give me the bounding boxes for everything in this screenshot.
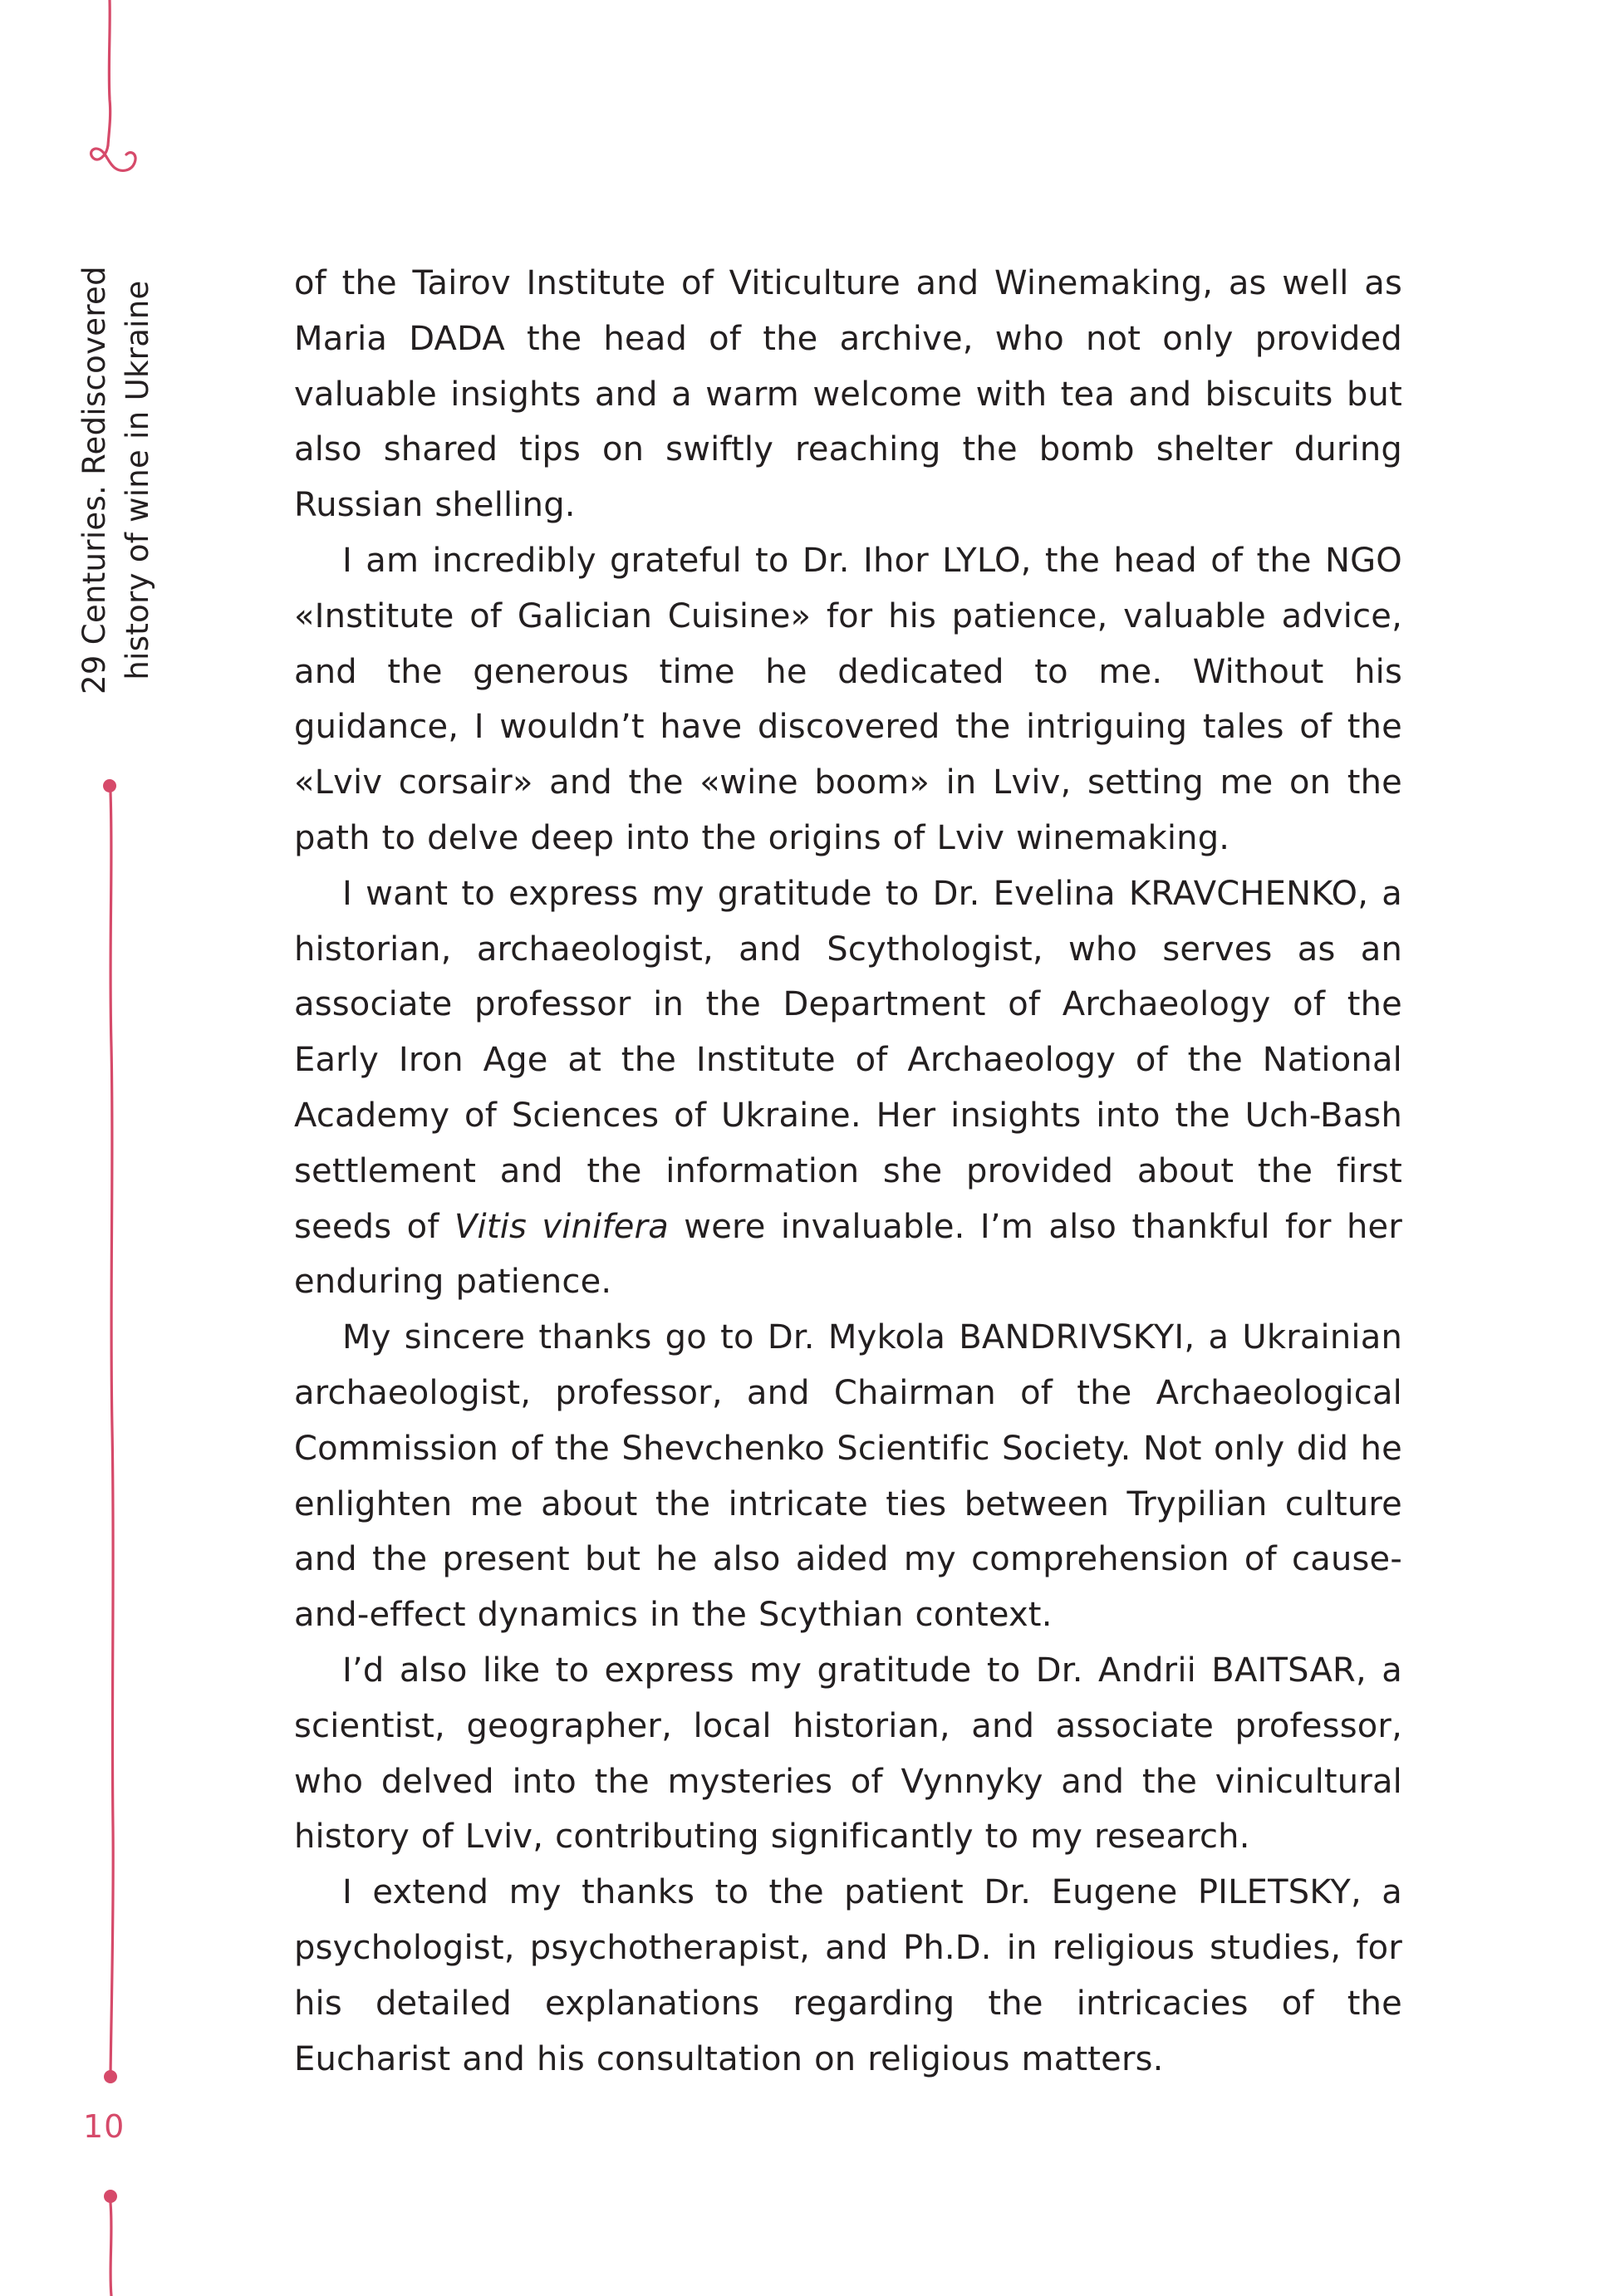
running-header-line-2: history of wine in Ukraine xyxy=(120,280,155,680)
curl-vine-icon xyxy=(91,0,136,170)
italic-term: Vitis vinifera xyxy=(454,1207,669,1246)
paragraph: My sincere thanks go to Dr. Mykola BANDRIVSKYI, a Ukrainian archaeologist, professor, and Chairman of the Archaeological Commission of the Shevchenko Scientific Society. Not only did he enlighten me about the intricate ties between Trypilian culture and the present but he also aided my comprehension of cause-and-effect dynamics in the Scythian context. xyxy=(294,1318,1402,1635)
paragraph xyxy=(294,866,1402,1310)
vertical-vine-icon xyxy=(103,779,117,2083)
running-header xyxy=(73,256,206,704)
bottom-vine-icon xyxy=(104,2190,117,2296)
paragraph: I extend my thanks to the patient Dr. Eugene PILETSKY, a psychologist, psychotherapist, and Ph.D. in religious studies, for his detailed explanations regarding the intricacies of the Eucharist and his consultation on religious matters. xyxy=(294,1873,1402,2078)
paragraph: I’d also like to express my gratitude to Dr. Andrii BAITSAR, a scientist, geographer, local historian, and associate professor, who delved into the mysteries of Vynnyky and the vinicultural history of Lviv, contributing significantly to my research. xyxy=(294,1651,1402,1857)
body-text xyxy=(294,256,1402,2087)
paragraph-text: were invaluable. I’m also thankful for her enduring patience. xyxy=(294,1207,1402,1302)
paragraph: I am incredibly grateful to Dr. Ihor LYLO, the head of the NGO «Institute of Galician Cuisine» for his patience, valuable advice, and the generous time he dedicated to me. Without his guidance, I wouldn’t have discovered the intriguing tales of the «Lviv corsair» and the «wine boom» in Lviv, setting me on the path to delve deep into the origins of Lviv winemaking. xyxy=(294,541,1402,857)
page-number: 10 xyxy=(83,2108,125,2145)
paragraph-text: I want to express my gratitude to Dr. Evelina KRAVCHENKO, a historian, archaeologist, and Scythologist, who serves as an associate professor in the Department of Archaeology of the Early Iron Age at the Institute of Archaeology of the National Academy of Sciences of Ukraine. Her insights into the Uch-Bash settlement and the information she provided about the first seeds of xyxy=(294,874,1402,1246)
running-header-line-1: 29 Centuries. Rediscovered xyxy=(76,266,112,694)
paragraph: of the Tairov Institute of Viticulture and Winemaking, as well as Maria DADA the head of the archive, who not only provided valuable insights and a warm welcome with tea and biscuits but also shared tips on swiftly reaching the bomb shelter during Russian shelling. xyxy=(294,264,1402,525)
